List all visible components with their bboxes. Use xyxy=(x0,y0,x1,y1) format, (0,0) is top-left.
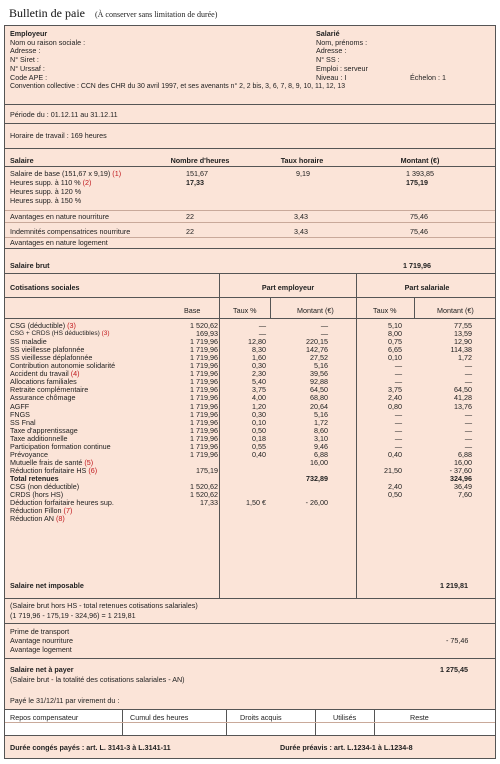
salary-row-label xyxy=(10,179,91,187)
contrib-employer-rate: 0,55 xyxy=(252,441,266,451)
employer-heading: Employeur xyxy=(10,29,48,38)
total-employee: 324,96 xyxy=(450,473,472,483)
employee-line: N° SS : xyxy=(316,55,340,64)
contrib-employee-amount: — xyxy=(464,409,472,419)
salary-row-label xyxy=(10,197,81,205)
contrib-employee-amount: — xyxy=(464,417,472,427)
indemnites-amount: 75,46 xyxy=(410,227,428,236)
contrib-employer-amount: 9,46 xyxy=(314,441,328,451)
avantage-nourriture-hours: 22 xyxy=(186,212,194,221)
divider xyxy=(4,222,496,223)
total-employer: 732,89 xyxy=(306,473,328,483)
contrib-employer-amount: 142,76 xyxy=(306,345,328,355)
contrib-employer-amount: 1,72 xyxy=(314,417,328,427)
contribution-label xyxy=(10,322,76,330)
contribution-text: Participation formation continue xyxy=(10,441,111,451)
contribution-text: Déduction forfaitaire heures sup. xyxy=(10,498,114,508)
reference-note: (3) xyxy=(101,330,110,338)
contrib-base: 1 719,96 xyxy=(190,425,218,435)
payment-line: Payé le 31/12/11 par virement du : xyxy=(10,696,120,705)
contribution-text: FNGS xyxy=(10,409,30,419)
avantage-nourriture-amount: 75,46 xyxy=(410,212,428,221)
contrib-base: 1 520,62 xyxy=(190,482,218,491)
taxable-note: (Salaire brut hors HS - total retenues cotisations salariales) xyxy=(10,601,198,610)
contrib-employer-amount: 39,56 xyxy=(310,369,328,379)
contrib-employee-rate: 0,50 xyxy=(388,490,402,500)
salary-row-hours: 151,67 xyxy=(186,169,208,178)
rate-col-header: Taux horaire xyxy=(280,156,324,165)
contrib-base: 1 719,96 xyxy=(190,337,218,347)
contrib-employee-amount: — xyxy=(464,425,472,435)
contribution-text: Retraite complémentaire xyxy=(10,385,89,395)
salary-row-text: Heures supp. à 150 % xyxy=(10,196,82,205)
contrib-employer-amount: 64,50 xyxy=(310,385,328,395)
contribution-label xyxy=(10,515,65,523)
contrib-employer-amount: 27,52 xyxy=(310,353,328,363)
salary-row-label xyxy=(10,170,121,178)
extra-line: Prime de transport xyxy=(10,627,70,636)
salary-row-label xyxy=(10,188,81,196)
contrib-employee-rate: — xyxy=(394,441,402,451)
employer-amount-col-header: Montant (€) xyxy=(297,306,334,315)
footer-right: Durée préavis : art. L.1234-1 à L.1234-8 xyxy=(280,743,413,752)
employee-line: Nom, prénoms : xyxy=(316,38,368,47)
contrib-employee-rate: 5,10 xyxy=(388,321,402,330)
contribution-text: CSG (déductible) xyxy=(10,321,66,330)
contrib-employer-rate: 0,10 xyxy=(252,417,266,427)
base-col-header: Base xyxy=(184,306,201,315)
contrib-employee-amount: 6,88 xyxy=(458,449,472,459)
contribution-text: SS vieillesse plafonnée xyxy=(10,345,85,355)
contrib-employer-rate: 2,30 xyxy=(252,369,266,379)
contrib-employee-rate: 2,40 xyxy=(388,482,402,491)
frame-left xyxy=(4,25,5,759)
contrib-employee-rate: — xyxy=(394,361,402,371)
contrib-employee-amount: — xyxy=(464,369,472,379)
contrib-employer-amount: — xyxy=(320,329,328,339)
contrib-base: 1 520,62 xyxy=(190,490,218,500)
contrib-employee-amount: 13,76 xyxy=(454,401,472,411)
contrib-base: 1 719,96 xyxy=(190,369,218,379)
contrib-employee-amount: — xyxy=(464,441,472,451)
amount-col-header: Montant (€) xyxy=(400,156,440,165)
page-subtitle: (À conserver sans limitation de durée) xyxy=(94,10,218,19)
contribution-text: SS vieillesse déplafonnée xyxy=(10,353,93,363)
leave-col-repos: Repos compensateur xyxy=(10,713,79,722)
column-divider xyxy=(270,298,271,318)
reference-note: (8) xyxy=(55,514,65,524)
employee-line: Niveau : I xyxy=(316,73,347,82)
contrib-base: 17,33 xyxy=(200,498,218,508)
divider xyxy=(4,318,496,319)
contrib-base: 1 719,96 xyxy=(190,377,218,387)
extra-line: Avantage logement xyxy=(10,645,72,654)
employer-line: Nom ou raison sociale : xyxy=(10,38,86,47)
indemnites-hours: 22 xyxy=(186,227,194,236)
reference-note: (7) xyxy=(63,506,73,516)
contribution-text: CRDS (hors HS) xyxy=(10,490,64,500)
reference-note: (1) xyxy=(112,169,122,178)
leave-col-droits: Droits acquis xyxy=(240,713,282,722)
title-row xyxy=(9,6,217,24)
contrib-employer-rate: 0,40 xyxy=(252,449,266,459)
contrib-base: 1 719,96 xyxy=(190,417,218,427)
contrib-employee-rate: — xyxy=(394,433,402,443)
contrib-employee-amount: 16,00 xyxy=(454,457,472,467)
employee-rate-col-header: Taux % xyxy=(373,306,397,315)
contrib-base: 1 719,96 xyxy=(190,345,218,355)
salary-row-hours: 17,33 xyxy=(186,178,204,187)
page-title: Bulletin de paie xyxy=(9,6,85,20)
contrib-employer-amount: - 26,00 xyxy=(305,498,328,508)
salary-row-text: Heures supp. à 110 % xyxy=(10,178,81,187)
contrib-employer-rate: 0,50 xyxy=(252,425,266,435)
contrib-employee-rate: 2,40 xyxy=(388,393,402,403)
contribution-text: Réduction AN xyxy=(10,514,54,524)
contrib-employee-rate: 8,00 xyxy=(388,329,402,339)
contrib-employer-rate: — xyxy=(258,329,266,339)
taxable-formula: (1 719,96 - 175,19 - 324,96) = 1 219,81 xyxy=(10,611,136,620)
hours-col-header: Nombre d'heures xyxy=(170,156,230,165)
contrib-employee-rate: 0,75 xyxy=(388,337,402,347)
employee-line: Adresse : xyxy=(316,46,347,55)
contrib-employee-rate: 3,75 xyxy=(388,385,402,395)
contributions-title: Cotisations sociales xyxy=(10,283,80,292)
contrib-employer-rate: 5,40 xyxy=(252,377,266,387)
column-divider xyxy=(219,274,220,598)
reference-note: (6) xyxy=(88,465,98,475)
total-label: Total retenues xyxy=(10,473,59,483)
contribution-text: Taxe d'apprentissage xyxy=(10,425,78,435)
contrib-employee-amount: 12,90 xyxy=(454,337,472,347)
footer-left: Durée congés payés : art. L. 3141-3 à L.3141-11 xyxy=(10,743,171,752)
avantage-logement-label: Avantages en nature logement xyxy=(10,238,108,247)
parties-band xyxy=(4,25,496,104)
contrib-employee-rate: — xyxy=(394,377,402,387)
contrib-employer-amount: 68,80 xyxy=(310,393,328,403)
net-label: Salaire net à payer xyxy=(10,665,74,674)
contrib-employee-rate: — xyxy=(394,409,402,419)
contrib-employee-rate: 0,40 xyxy=(388,449,402,459)
contrib-employer-amount: 5,16 xyxy=(314,361,328,371)
contrib-employer-rate: 1,60 xyxy=(252,353,266,363)
salary-row-amount: 175,19 xyxy=(406,178,428,187)
convention-text: Convention collective : CCN des CHR du 30 avril 1997, et ses avenants n° 2, 2 bis, 3, 6, 7, 8, 9, 10, 11, 12, 13 xyxy=(10,83,346,90)
divider xyxy=(4,297,496,298)
contrib-employee-amount: 36,49 xyxy=(454,482,472,491)
contrib-employer-amount: 220,15 xyxy=(306,337,328,347)
contrib-employer-amount: — xyxy=(320,321,328,330)
contrib-employer-amount: 6,88 xyxy=(314,449,328,459)
leave-col-cumul: Cumul des heures xyxy=(130,713,189,722)
contribution-text: Accident du travail xyxy=(10,369,69,379)
employer-line: N° Siret : xyxy=(10,55,39,64)
contrib-base: 1 719,96 xyxy=(190,441,218,451)
column-divider xyxy=(356,274,357,598)
contrib-employer-rate: 12,80 xyxy=(248,337,266,347)
contrib-employee-rate: 0,10 xyxy=(388,353,402,363)
contrib-employer-rate: 8,30 xyxy=(252,345,266,355)
employer-line: Code APE : xyxy=(10,73,48,82)
contrib-base: 175,19 xyxy=(196,465,218,475)
divider xyxy=(4,25,496,26)
contrib-base: 1 719,96 xyxy=(190,385,218,395)
contrib-base: 1 719,96 xyxy=(190,449,218,459)
contrib-base: 1 719,96 xyxy=(190,401,218,411)
divider xyxy=(4,210,496,211)
contrib-employee-rate: 6,65 xyxy=(388,345,402,355)
reference-note: (5) xyxy=(84,457,94,467)
employer-rate-col-header: Taux % xyxy=(233,306,257,315)
contribution-text: Taxe additionnelle xyxy=(10,433,68,443)
contribution-text: Réduction Fillon xyxy=(10,506,62,516)
reference-note: (2) xyxy=(82,178,92,187)
contribution-text: SS Fnal xyxy=(10,417,36,427)
column-divider xyxy=(414,298,415,318)
contrib-employer-amount: 16,00 xyxy=(310,457,328,467)
salary-row-rate: 9,19 xyxy=(296,169,310,178)
contrib-employee-rate: 21,50 xyxy=(384,465,402,475)
reference-note: (3) xyxy=(67,321,76,330)
working-hours: Horaire de travail : 169 heures xyxy=(10,131,107,140)
leave-col-reste: Reste xyxy=(410,713,429,722)
avantage-nourriture-label: Avantages en nature nourriture xyxy=(10,212,109,221)
indemnites-label: Indemnités compensatrices nourriture xyxy=(10,227,131,236)
contrib-employee-amount: 7,60 xyxy=(458,490,472,500)
contrib-base: 1 719,96 xyxy=(190,361,218,371)
contrib-employee-amount: — xyxy=(464,377,472,387)
net-value: 1 275,45 xyxy=(440,665,468,674)
divider xyxy=(4,166,496,167)
contrib-base: 1 719,96 xyxy=(190,409,218,419)
contrib-employer-amount: 92,88 xyxy=(310,377,328,387)
salary-row-text: Salaire de base (151,67 x 9,19) xyxy=(10,169,111,178)
contrib-employer-rate: 3,75 xyxy=(252,385,266,395)
salary-row-amount: 1 393,85 xyxy=(406,169,434,178)
net-note: (Salaire brut - la totalité des cotisations salariales - AN) xyxy=(10,675,185,684)
contrib-employee-amount: 77,55 xyxy=(454,321,472,330)
contrib-employer-rate: 1,20 xyxy=(252,401,266,411)
contrib-employer-amount: 20,64 xyxy=(310,401,328,411)
gross-label: Salaire brut xyxy=(10,261,50,270)
contribution-text: Prévoyance xyxy=(10,449,48,459)
contribution-text: CSG (non déductible) xyxy=(10,482,80,491)
gross-value: 1 719,96 xyxy=(403,261,431,270)
contrib-employee-amount: 13,59 xyxy=(454,329,472,339)
contrib-employer-amount: 5,16 xyxy=(314,409,328,419)
contrib-employer-rate: 1,50 € xyxy=(246,498,266,508)
taxable-label: Salaire net imposable xyxy=(10,581,84,590)
leave-col-utilises: Utilisés xyxy=(333,713,357,722)
contrib-employer-rate: 4,00 xyxy=(252,393,266,403)
contrib-employer-rate: — xyxy=(258,321,266,330)
contrib-employee-rate: — xyxy=(394,425,402,435)
contrib-employer-rate: 0,18 xyxy=(252,433,266,443)
contrib-employer-rate: 0,30 xyxy=(252,409,266,419)
contrib-employee-rate: 0,80 xyxy=(388,401,402,411)
employee-line: Emploi : serveur xyxy=(316,64,368,73)
contrib-base: 169,93 xyxy=(196,329,218,339)
contrib-base: 1 719,96 xyxy=(190,393,218,403)
contribution-text: CSG + CRDS (HS déductibles) xyxy=(10,330,100,338)
contrib-employee-rate: — xyxy=(394,369,402,379)
contrib-base: 1 719,96 xyxy=(190,433,218,443)
contribution-text: Contribution autonomie solidarité xyxy=(10,361,116,371)
contrib-employee-amount: 114,38 xyxy=(450,345,472,355)
indemnites-rate: 3,43 xyxy=(294,227,308,236)
contribution-text: Mutuelle frais de santé xyxy=(10,457,83,467)
contrib-employee-amount: 41,28 xyxy=(454,393,472,403)
contrib-base: 1 520,62 xyxy=(190,321,218,330)
reference-note: (4) xyxy=(70,369,80,379)
divider xyxy=(4,758,496,759)
employee-amount-col-header: Montant (€) xyxy=(437,306,474,315)
employer-part-header: Part employeur xyxy=(261,283,315,292)
contribution-text: Réduction forfaitaire HS xyxy=(10,465,87,475)
contrib-employee-amount: - 37,60 xyxy=(449,465,472,475)
employer-line: Adresse : xyxy=(10,46,41,55)
contrib-employee-amount: 1,72 xyxy=(458,353,472,363)
contribution-text: Allocations familiales xyxy=(10,377,77,387)
employee-heading: Salarié xyxy=(316,29,340,38)
period-text: Période du : 01.12.11 au 31.12.11 xyxy=(10,110,118,119)
extra-amount: - 75,46 xyxy=(446,636,469,645)
contrib-employee-rate: — xyxy=(394,417,402,427)
contrib-employer-amount: 8,60 xyxy=(314,425,328,435)
employee-echelon: Échelon : 1 xyxy=(410,73,446,82)
contribution-text: Assurance chômage xyxy=(10,393,76,403)
contrib-base: 1 719,96 xyxy=(190,353,218,363)
salary-row-text: Heures supp. à 120 % xyxy=(10,187,82,196)
contribution-text: SS maladie xyxy=(10,337,47,347)
contrib-employee-amount: 64,50 xyxy=(454,385,472,395)
employee-part-header: Part salariale xyxy=(404,283,450,292)
contrib-employee-amount: — xyxy=(464,361,472,371)
contribution-text: AGFF xyxy=(10,401,30,411)
contrib-employer-amount: 3,10 xyxy=(314,433,328,443)
divider xyxy=(4,722,496,723)
extra-line: Avantage nourriture xyxy=(10,636,73,645)
contrib-employer-rate: 0,30 xyxy=(252,361,266,371)
avantage-nourriture-rate: 3,43 xyxy=(294,212,308,221)
frame-right xyxy=(495,25,496,759)
employer-line: N° Urssaf : xyxy=(10,64,45,73)
contrib-employee-amount: — xyxy=(464,433,472,443)
taxable-value: 1 219,81 xyxy=(440,581,468,590)
extras-band xyxy=(4,624,496,658)
salary-col-header: Salaire xyxy=(10,156,34,165)
